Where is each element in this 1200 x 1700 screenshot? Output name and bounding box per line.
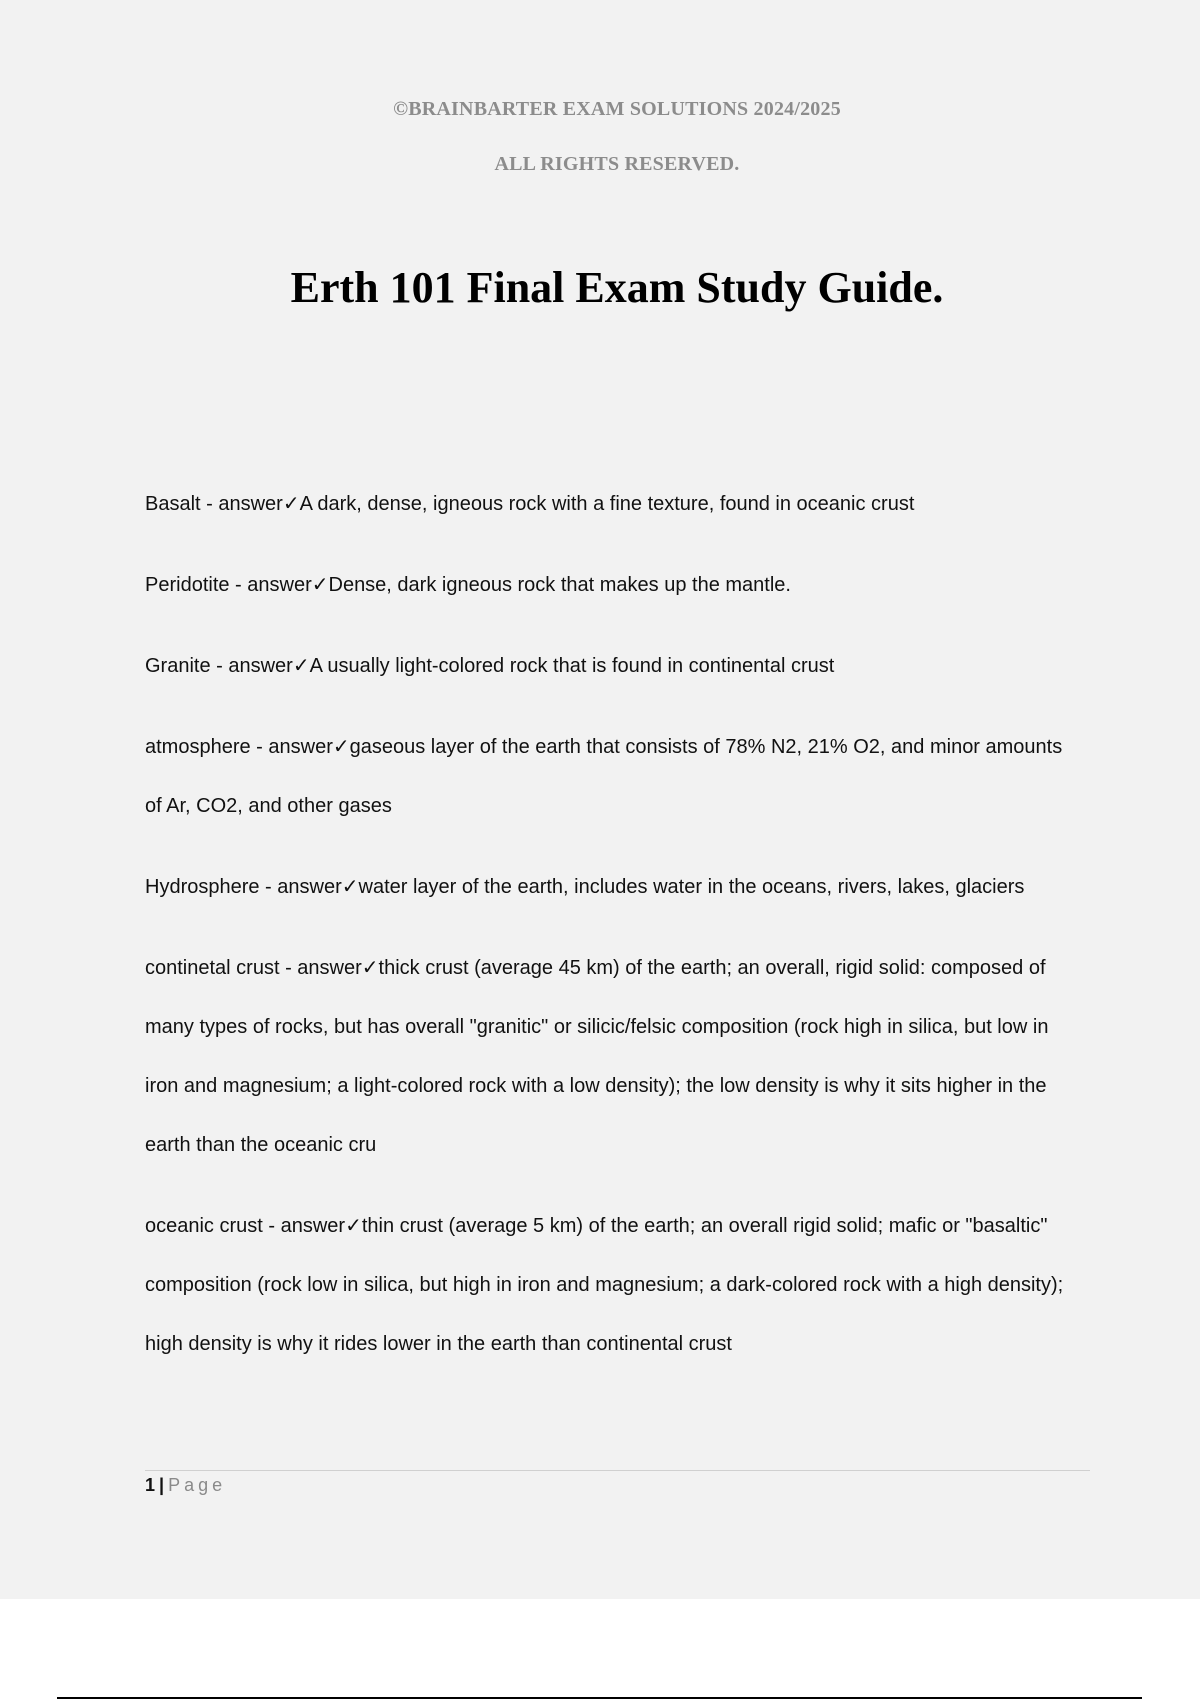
footer-separator: | — [159, 1475, 165, 1495]
bottom-rule — [57, 1697, 1142, 1699]
rights-watermark: ALL RIGHTS RESERVED. — [494, 153, 740, 175]
copyright-watermark: ©BRAINBARTER EXAM SOLUTIONS 2024/2025 — [393, 98, 841, 120]
footer-divider — [145, 1470, 1090, 1471]
entry-basalt: Basalt - answer✓A dark, dense, igneous rock with a fine texture, found in oceanic crust — [145, 493, 915, 515]
page-label: Page — [168, 1475, 227, 1495]
entry-atmosphere: atmosphere - answer✓gaseous layer of the earth that consists of 78% N2, 21% O2, and minor amounts of Ar, CO2, and other gases — [145, 736, 1063, 817]
entry-hydrosphere: Hydrosphere - answer✓water layer of the earth, includes water in the oceans, rivers, lakes, glaciers — [145, 876, 1025, 898]
page-number: 1 — [145, 1475, 156, 1495]
entry-peridotite: Peridotite - answer✓Dense, dark igneous rock that makes up the mantle. — [145, 574, 791, 596]
entry-granite: Granite - answer✓A usually light-colored rock that is found in continental crust — [145, 655, 835, 677]
entry-list — [145, 475, 1080, 1396]
entry-oceanic-crust: oceanic crust - answer✓thin crust (average 5 km) of the earth; an overall rigid solid; mafic or "basaltic" composition (rock low in silica, but high in iron and magnesium; a dark-colored rock with a high density); high density is why it rides lower in the earth than continental crust — [145, 1215, 1064, 1355]
entry-continental-crust: continetal crust - answer✓thick crust (average 45 km) of the earth; an overall, rigid solid: composed of many types of rocks, but has overall "granitic" or silicic/felsic composition (rock high in silica, but low in iron and magnesium; a light-colored rock with a low density); the low density is why it sits higher in the earth than the oceanic cru — [145, 957, 1049, 1156]
document-title: Erth 101 Final Exam Study Guide. — [290, 263, 944, 312]
page-footer — [145, 1475, 226, 1496]
